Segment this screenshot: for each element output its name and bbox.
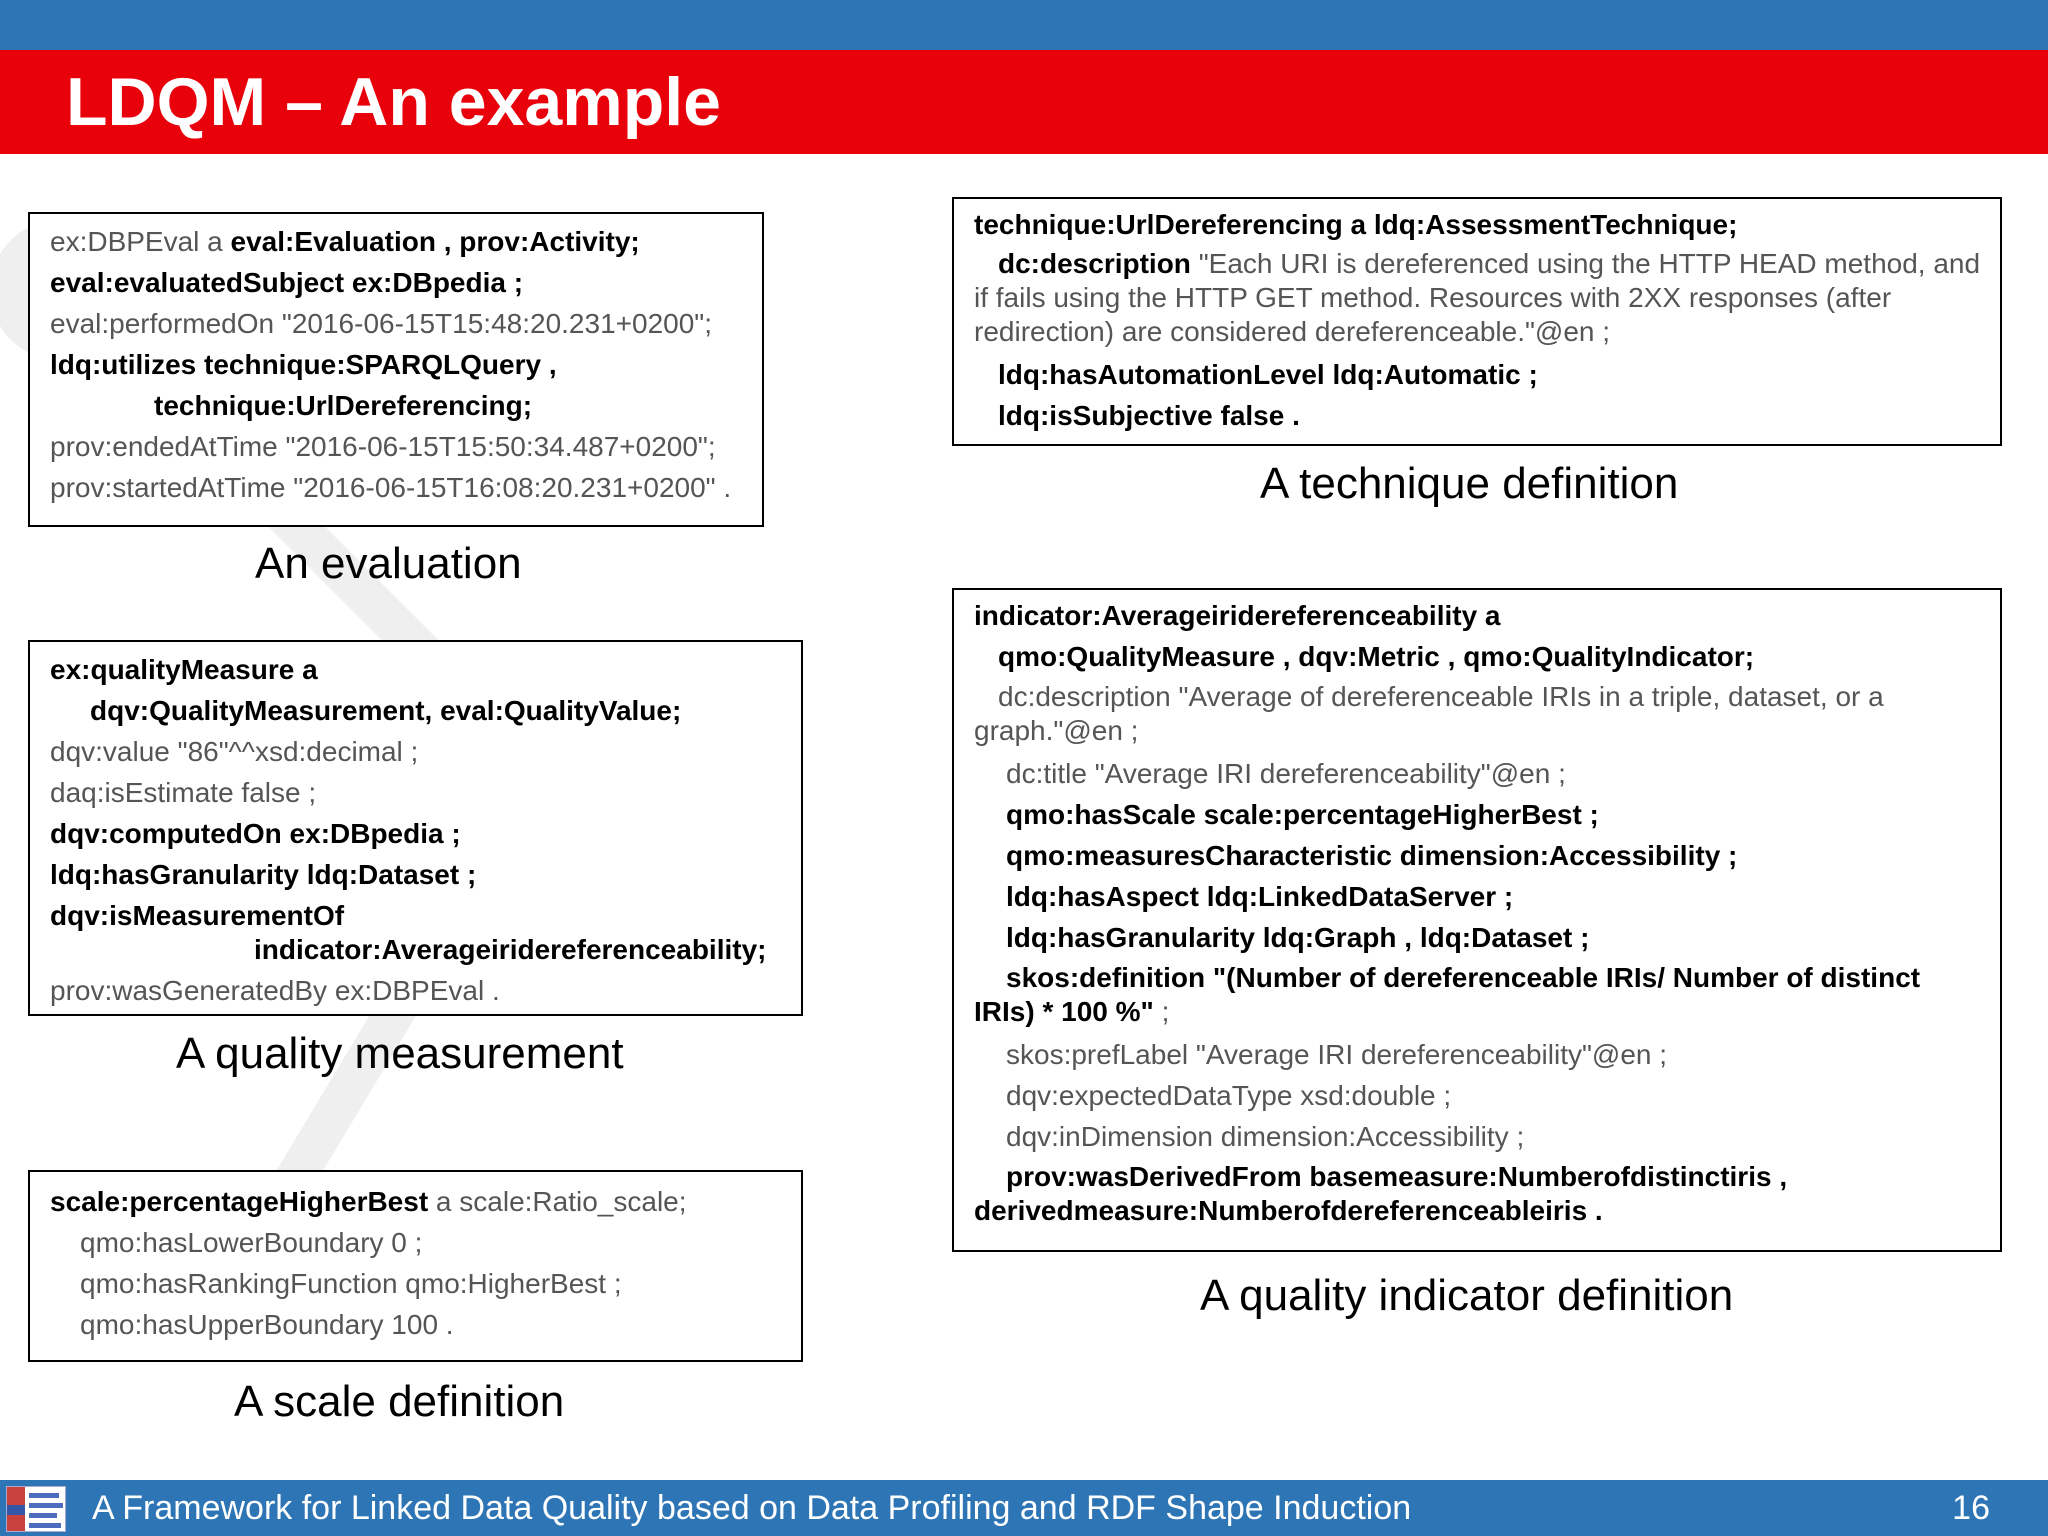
measurement-line-8: indicator:Averageiridereferenceability; — [254, 934, 767, 965]
evaluation-line-5: technique:UrlDereferencing; — [154, 390, 533, 421]
measurement-caption: A quality measurement — [176, 1029, 624, 1078]
measurement-line-5: dqv:computedOn ex:DBpedia ; — [50, 818, 461, 849]
technique-box — [952, 197, 2002, 446]
measurement-line-4: daq:isEstimate false ; — [50, 777, 317, 808]
scale-line-3: qmo:hasRankingFunction qmo:HigherBest ; — [80, 1268, 622, 1299]
indicator-line-11: dqv:expectedDataType xsd:double ; — [1006, 1080, 1452, 1111]
evaluation-box — [28, 212, 764, 527]
technique-line-2: dc:description "Each URI is dereferenced using the HTTP HEAD method, and if fails using the HTTP GET method. Resources with 2XX responses (after redirection) are considered dereferenceable."@en ; — [974, 248, 1981, 347]
slide-title: LDQM – An example — [66, 64, 721, 140]
measurement-line-2: dqv:QualityMeasurement, eval:QualityValue; — [90, 695, 682, 726]
indicator-line-7: ldq:hasAspect ldq:LinkedDataServer ; — [1006, 881, 1514, 912]
measurement-line-1: ex:qualityMeasure a — [50, 654, 318, 685]
scale-line-4: qmo:hasUpperBoundary 100 . — [80, 1309, 454, 1340]
evaluation-line-2: eval:evaluatedSubject ex:DBpedia ; — [50, 267, 524, 298]
indicator-line-5: qmo:hasScale scale:percentageHigherBest ; — [1006, 799, 1599, 830]
scale-box — [28, 1170, 803, 1362]
indicator-line-4: dc:title "Average IRI dereferenceability"@en ; — [1006, 758, 1566, 789]
technique-line-4: ldq:isSubjective false . — [998, 400, 1300, 431]
institution-logo — [6, 1486, 66, 1532]
footer-text: A Framework for Linked Data Quality based on Data Profiling and RDF Shape Induction — [92, 1489, 1412, 1527]
evaluation-caption: An evaluation — [255, 539, 522, 588]
evaluation-line-7: prov:startedAtTime "2016-06-15T16:08:20.231+0200" . — [50, 472, 732, 503]
indicator-line-8: ldq:hasGranularity ldq:Graph , ldq:Dataset ; — [1006, 922, 1590, 953]
evaluation-line-1: ex:DBPEval a eval:Evaluation , prov:Activity; — [50, 226, 640, 257]
top-band — [0, 0, 2048, 50]
footer-bar — [0, 1480, 2048, 1536]
technique-line-1: technique:UrlDereferencing a ldq:AssessmentTechnique; — [974, 209, 1738, 240]
measurement-line-9: prov:wasGeneratedBy ex:DBPEval . — [50, 975, 500, 1006]
evaluation-line-6: prov:endedAtTime "2016-06-15T15:50:34.487+0200"; — [50, 431, 716, 462]
indicator-line-13: prov:wasDerivedFrom basemeasure:Numberofdistinctiris , derivedmeasure:Numberofdereferenceableiris . — [974, 1161, 1788, 1226]
measurement-line-6: ldq:hasGranularity ldq:Dataset ; — [50, 859, 477, 890]
indicator-line-9: skos:definition "(Number of dereferenceable IRIs/ Number of distinct IRIs) * 100 %" ; — [974, 962, 1921, 1027]
measurement-box — [28, 640, 803, 1016]
indicator-box — [952, 588, 2002, 1252]
indicator-line-1: indicator:Averageiridereferenceability a — [974, 600, 1501, 631]
indicator-line-3: dc:description "Average of dereferenceable IRIs in a triple, dataset, or a graph."@en ; — [974, 681, 1884, 746]
title-bar — [0, 50, 2048, 154]
indicator-line-6: qmo:measuresCharacteristic dimension:Accessibility ; — [1006, 840, 1738, 871]
evaluation-line-3: eval:performedOn "2016-06-15T15:48:20.231+0200"; — [50, 308, 713, 339]
technique-line-3: ldq:hasAutomationLevel ldq:Automatic ; — [998, 359, 1538, 390]
measurement-line-7: dqv:isMeasurementOf — [50, 900, 345, 931]
measurement-line-3: dqv:value "86"^^xsd:decimal ; — [50, 736, 419, 767]
page-number: 16 — [1952, 1489, 1990, 1527]
indicator-caption: A quality indicator definition — [1200, 1271, 1734, 1320]
indicator-line-12: dqv:inDimension dimension:Accessibility ; — [1006, 1121, 1525, 1152]
evaluation-line-4: ldq:utilizes technique:SPARQLQuery , — [50, 349, 557, 380]
scale-line-1: scale:percentageHigherBest a scale:Ratio_scale; — [50, 1186, 687, 1217]
technique-caption: A technique definition — [1260, 459, 1679, 508]
indicator-line-10: skos:prefLabel "Average IRI dereferenceability"@en ; — [1006, 1039, 1668, 1070]
scale-caption: A scale definition — [234, 1377, 565, 1426]
scale-line-2: qmo:hasLowerBoundary 0 ; — [80, 1227, 423, 1258]
indicator-line-2: qmo:QualityMeasure , dqv:Metric , qmo:QualityIndicator; — [998, 641, 1755, 672]
